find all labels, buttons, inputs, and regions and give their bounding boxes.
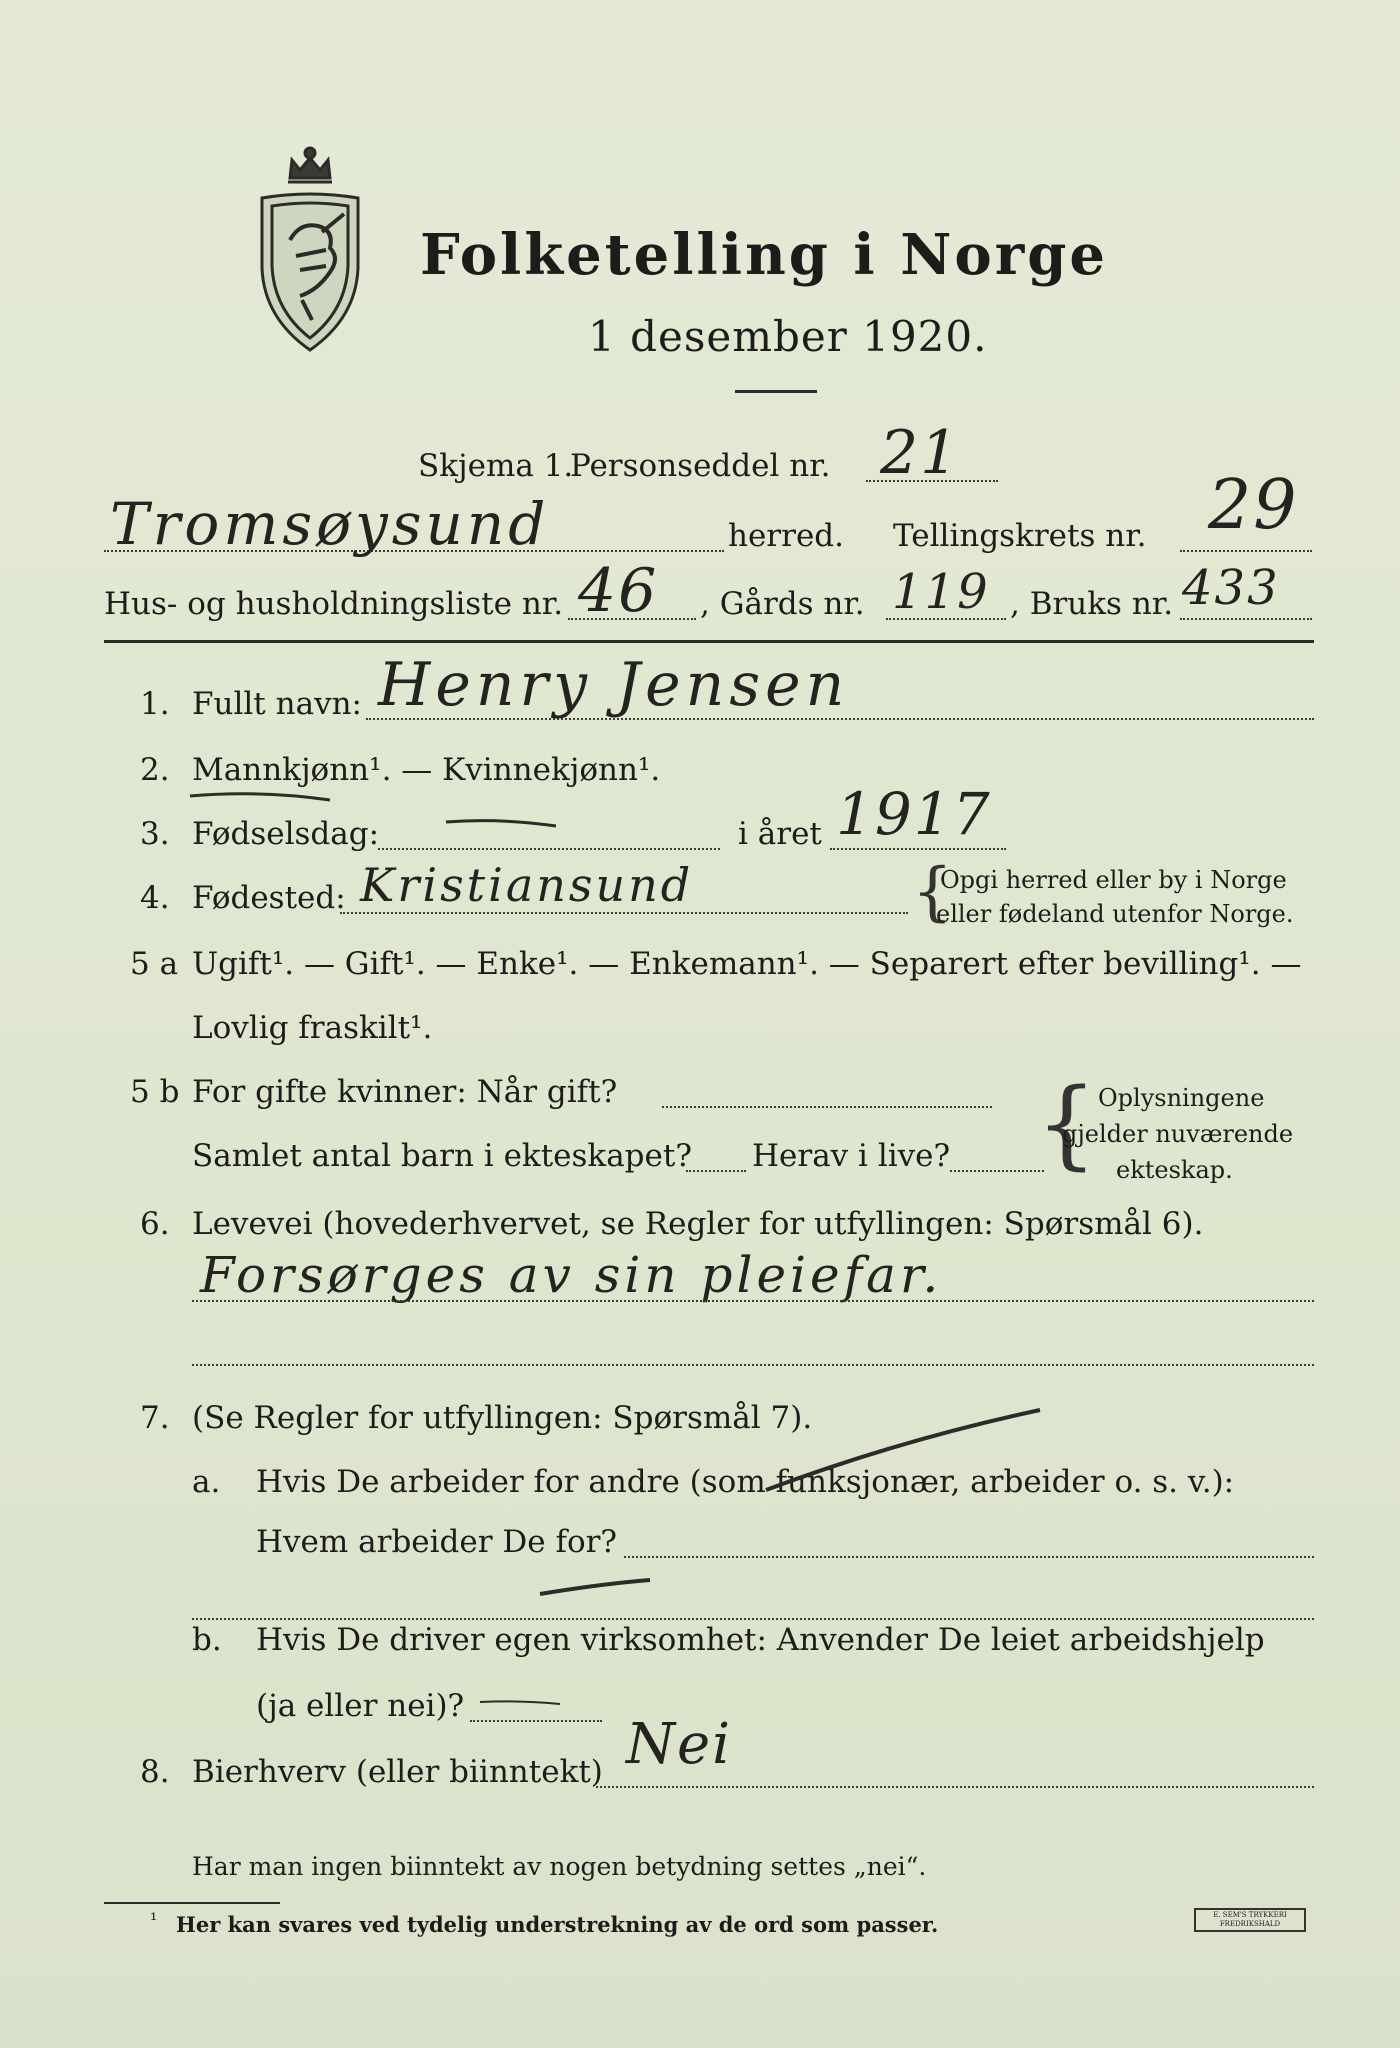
- bruks-line: [1180, 618, 1312, 620]
- q5b-alive-line: [950, 1170, 1044, 1172]
- q2-text: Mannkjønn¹. — Kvinnekjønn¹.: [192, 752, 661, 788]
- q1-label: Fullt navn:: [192, 686, 362, 722]
- footnote-text: Her kan svares ved tydelig understrekning av de ord som passer.: [176, 1912, 939, 1937]
- footnote-mark: ¹: [150, 1910, 158, 1931]
- q6-number: 6.: [140, 1206, 170, 1242]
- q4-label: Fødested:: [192, 880, 346, 916]
- q7-dash: [540, 1580, 650, 1594]
- q5b-number: 5 b: [130, 1074, 180, 1110]
- q7a-letter: a.: [192, 1464, 221, 1500]
- q5b-line1: For gifte kvinner: Når gift?: [192, 1074, 618, 1110]
- q3-year-label: i året: [738, 816, 822, 852]
- q4-value[interactable]: Kristiansund: [360, 858, 694, 912]
- q7a-line1: Hvis De arbeider for andre (som funksjonær, arbeider o. s. v.):: [256, 1464, 1235, 1500]
- q5b-line2b: Herav i live?: [752, 1138, 951, 1174]
- q5b-note-3: ekteskap.: [1116, 1156, 1233, 1184]
- q8-number: 8.: [140, 1754, 170, 1790]
- q7b-letter: b.: [192, 1622, 222, 1658]
- q3-day-line: [378, 848, 720, 850]
- q5b-line2a: Samlet antal barn i ekteskapet?: [192, 1138, 692, 1174]
- q2-number: 2.: [140, 752, 170, 788]
- gards-label: , Gårds nr.: [700, 586, 865, 622]
- title-rule: [735, 390, 817, 393]
- form-title: Folketelling i Norge: [420, 222, 1109, 288]
- husliste-value[interactable]: 46: [578, 556, 659, 626]
- tellingskrets-label: Tellingskrets nr.: [893, 518, 1147, 554]
- q7b-line1: Hvis De driver egen virksomhet: Anvender De leiet arbeidshjelp: [256, 1622, 1265, 1658]
- q7a-line2: Hvem arbeider De for?: [256, 1524, 618, 1560]
- q5a-line2: Lovlig fraskilt¹.: [192, 1010, 433, 1046]
- q4-note-2: eller fødeland utenfor Norge.: [936, 900, 1294, 928]
- q3-year-line: [830, 848, 1006, 850]
- q5b-brace: {: [1036, 1068, 1098, 1180]
- q1-value[interactable]: Henry Jensen: [378, 650, 850, 720]
- gards-value[interactable]: 119: [892, 564, 990, 620]
- husliste-label: Hus- og husholdningsliste nr.: [104, 586, 564, 622]
- tellingskrets-line: [1180, 550, 1312, 552]
- q3-year-value[interactable]: 1917: [836, 780, 992, 848]
- tellingskrets-value[interactable]: 29: [1208, 466, 1299, 545]
- q3-label: Fødselsdag:: [192, 816, 380, 852]
- q1-number: 1.: [140, 686, 170, 722]
- q5b-note-1: Oplysningene: [1098, 1084, 1265, 1112]
- footnote-rule: [104, 1902, 280, 1904]
- q6-line-2: [192, 1364, 1314, 1366]
- census-date: 1 desember 1920.: [588, 312, 988, 361]
- q5b-note-2: gjelder nuværende: [1062, 1120, 1294, 1148]
- herred-label: herred.: [728, 518, 844, 554]
- q8-value[interactable]: Nei: [626, 1712, 733, 1777]
- bruks-value[interactable]: 433: [1182, 560, 1280, 616]
- q8-line: [596, 1786, 1314, 1788]
- q5a-line1: Ugift¹. — Gift¹. — Enke¹. — Enkemann¹. — Separert efter bevilling¹. —: [192, 946, 1302, 982]
- q3-number: 3.: [140, 816, 170, 852]
- q7b-answer-line: [470, 1720, 602, 1722]
- q5b-married-line: [662, 1106, 992, 1108]
- personseddel-label: Personseddel nr.: [570, 448, 831, 484]
- bruks-label: , Bruks nr.: [1010, 586, 1174, 622]
- q4-line: [340, 912, 908, 914]
- q7-label: (Se Regler for utfyllingen: Spørsmål 7).: [192, 1400, 813, 1436]
- q6-value[interactable]: Forsørges av sin pleiefar.: [200, 1246, 943, 1304]
- printer-stamp-text: E. SEM'S TRYKKERI FREDRIKSHALD: [1213, 1911, 1287, 1928]
- printer-stamp: [1194, 1908, 1306, 1932]
- q7-number: 7.: [140, 1400, 170, 1436]
- q4-note-1: Opgi herred eller by i Norge: [940, 866, 1287, 894]
- q6-label: Levevei (hovederhvervet, se Regler for utfyllingen: Spørsmål 6).: [192, 1206, 1204, 1242]
- q5b-children-line: [686, 1170, 746, 1172]
- birthday-dash: [446, 821, 556, 826]
- nei-note: Har man ingen biinntekt av nogen betydning settes „nei“.: [192, 1852, 927, 1881]
- q6-line-1: [192, 1300, 1314, 1302]
- skjema-label: Skjema 1.: [418, 448, 574, 484]
- header-divider: [104, 640, 1314, 643]
- q4-number: 4.: [140, 880, 170, 916]
- herred-value[interactable]: Tromsøysund: [110, 490, 550, 558]
- personseddel-value[interactable]: 21: [880, 418, 961, 488]
- q7b-line2: (ja eller nei)?: [256, 1688, 465, 1724]
- q8-label: Bierhverv (eller biinntekt): [192, 1754, 603, 1790]
- q7a-line-1: [624, 1556, 1314, 1558]
- q5a-number: 5 a: [130, 946, 179, 982]
- q7b-dash: [480, 1701, 560, 1704]
- q7a-line-2: [192, 1618, 1314, 1620]
- mannkjonn-underline: [190, 794, 330, 800]
- q4-brace: {: [912, 855, 953, 929]
